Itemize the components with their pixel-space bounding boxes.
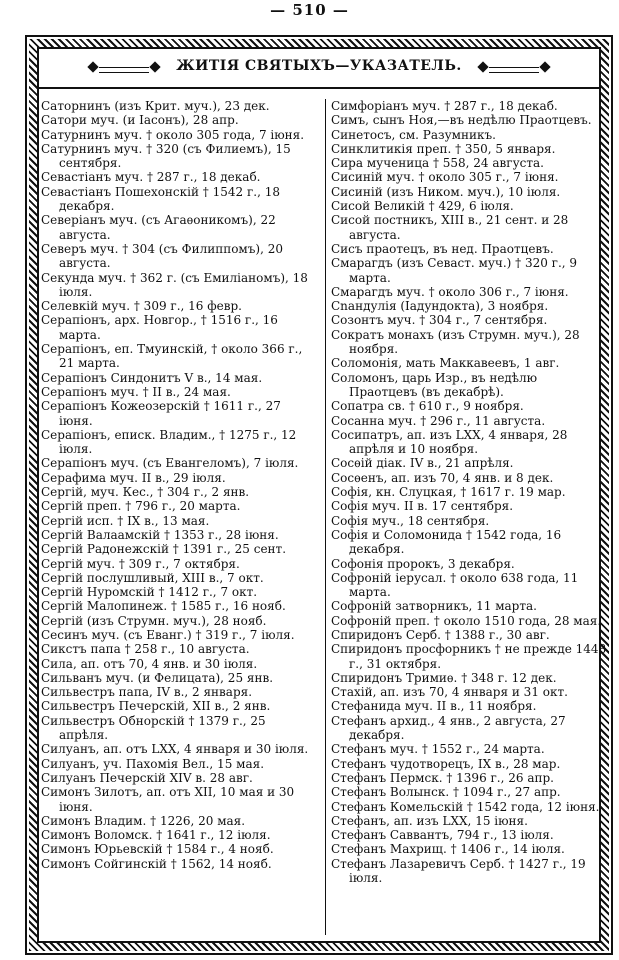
index-entry: Сисиній (изъ Ником. муч.), 10 іюля. — [331, 184, 561, 199]
column-divider — [325, 99, 326, 935]
header-bar — [39, 49, 599, 89]
index-entry: Спиридонъ Серб. † 1388 г., 30 авг. — [331, 627, 550, 642]
index-entry: Стефанида муч. II в., 11 ноября. — [331, 699, 537, 714]
index-entry: Сисой Великій † 429, 6 іюля. — [331, 199, 514, 214]
index-entry: Спиридонъ Тримиѳ. † 348 г. 12 дек. — [331, 670, 557, 685]
index-entry: Сильванъ муч. (и Фелицата), 25 янв. — [41, 670, 274, 685]
index-entry: Стефанъ, ап. изъ LXX, 15 іюня. — [331, 813, 528, 828]
index-entry: Сергій Нуромскій † 1412 г., 7 окт. — [41, 585, 258, 600]
index-entry: Серафима муч. II в., 29 іюля. — [41, 470, 226, 485]
index-entry: Стефанъ архид., 4 янв., 2 августа, 27 декабря. — [331, 713, 566, 743]
index-entry: Софія и Соломонида † 1542 года, 16 декабря. — [331, 527, 562, 557]
index-entry: Синетосъ, см. Разумникъ. — [331, 127, 496, 142]
index-entry: Стефанъ Саввантъ, 794 г., 13 іюля. — [331, 828, 554, 843]
index-entry: Сесинъ муч. (съ Еванг.) † 319 г., 7 іюля. — [41, 627, 295, 642]
index-entry: Сергій (изъ Струмн. муч.), 28 нояб. — [41, 613, 267, 628]
index-entry: Симонъ Воломск. † 1641 г., 12 іюля. — [41, 828, 271, 843]
index-entry: Спиридонъ просфорникъ † не прежде 1448 г., 31 октября. — [331, 642, 607, 671]
index-entry: Сильвестръ Обнорскій † 1379 г., 25 апрѣля. — [41, 713, 266, 743]
index-entry: Стефанъ чудотворецъ, IX в., 28 мар. — [331, 756, 561, 771]
index-entry: Соломонія, мать Маккавеевъ, 1 авг. — [331, 356, 560, 371]
index-entry: Севастіанъ Пошехонскій † 1542 г., 18 декабря. — [41, 184, 280, 214]
index-entry: Севастіанъ муч. † 287 г., 18 декаб. — [41, 170, 261, 185]
index-entry: Стефанъ Волынск. † 1094 г., 27 апр. — [331, 785, 561, 800]
index-entry: Софія муч., 18 сентября. — [331, 513, 490, 528]
index-entry: Серапіонъ, еписк. Владим., † 1275 г., 12 іюля. — [41, 427, 297, 457]
index-entry: Стахій, ап. изъ 70, 4 января и 31 окт. — [331, 685, 568, 700]
index-entry: Сисиній муч. † около 305 г., 7 іюня. — [331, 170, 559, 185]
index-entry: Стефанъ муч. † 1552 г., 24 марта. — [331, 742, 545, 757]
index-entry: Сергій преп. † 796 г., 20 марта. — [41, 499, 241, 514]
index-entry: Симонъ Сойгинскій † 1562, 14 нояб. — [41, 856, 272, 871]
index-entry: Симъ, сынъ Ноя,—въ недѣлю Праотцевъ. — [331, 113, 592, 128]
index-entry: Северъ муч. † 304 (съ Филиппомъ), 20 августа. — [41, 241, 283, 271]
index-entry: Софроній преп. † около 1510 года, 28 мая. — [331, 613, 602, 628]
index-entry: Симонъ Зилотъ, ап. отъ XII, 10 мая и 30 іюня. — [41, 785, 295, 814]
index-entry: Сосѳенъ, ап. изъ 70, 4 янв. и 8 дек. — [331, 470, 554, 485]
index-entry: Сосипатръ, ап. изъ LXX, 4 января, 28 апрѣля и 10 ноября. — [331, 427, 568, 457]
index-entry: Софонія пророкъ, 3 декабря. — [331, 556, 515, 571]
index-entry: Софроній іерусал. † около 638 года, 11 марта. — [331, 570, 579, 600]
page-title: ЖИТІЯ СВЯТЫХЪ—УКАЗАТЕЛЬ. — [176, 58, 462, 74]
right-flourish-ornament — [489, 67, 539, 73]
ornamental-frame — [25, 35, 613, 955]
left-column — [41, 99, 317, 871]
index-entry: Серапіонъ, арх. Новгор., † 1516 г., 16 марта. — [41, 313, 278, 342]
index-entry: Сатори муч. (и Іасонъ), 28 апр. — [41, 113, 239, 128]
index-entry: Силуанъ, ап. отъ LXX, 4 января и 30 іюля. — [41, 742, 309, 757]
index-entry: Сопатра св. † 610 г., 9 ноября. — [331, 399, 524, 414]
index-entry: Сергій послушливый, XIII в., 7 окт. — [41, 570, 264, 585]
index-entry: Созонтъ муч. † 304 г., 7 сентября. — [331, 313, 548, 328]
index-entry: Серапіонъ Синдонитъ V в., 14 мая. — [41, 370, 263, 385]
page-number: — 510 — — [270, 1, 349, 19]
index-entry: Сосѳій діак. IV в., 21 апрѣля. — [331, 456, 514, 471]
index-entry: Софія, кн. Слуцкая, † 1617 г. 19 мар. — [331, 485, 566, 500]
index-entry: Сосанна муч. † 296 г., 11 августа. — [331, 413, 546, 428]
index-entry: Сергій Малопинеж. † 1585 г., 16 нояб. — [41, 599, 286, 614]
index-entry: Симфоріанъ муч. † 287 г., 18 декаб. — [331, 99, 558, 113]
index-entry: Сергій исп. † IX в., 13 мая. — [41, 513, 210, 528]
index-entry: Сергій муч. † 309 г., 7 октября. — [41, 556, 240, 571]
index-entry: Сергій Валаамскій † 1353 г., 28 іюня. — [41, 527, 279, 542]
index-entry: Сократъ монахъ (изъ Струмн. муч.), 28 ноября. — [331, 327, 580, 357]
index-entry: Смарагдъ (изъ Севаст. муч.) † 320 г., 9 марта. — [331, 256, 578, 285]
index-entry: Сnандулія (Іадундокта), 3 ноября. — [331, 299, 549, 314]
index-entry: Сикстъ папа † 258 г., 10 августа. — [41, 642, 250, 657]
index-entry: Стефанъ Пермск. † 1396 г., 26 апр. — [331, 770, 554, 785]
index-entry: Соломонъ, царь Изр., въ недѣлю Праотцевъ (въ декабрѣ). — [331, 370, 538, 399]
index-entry: Сатурнинъ муч. † 320 (съ Филиемъ), 15 сентября. — [41, 141, 291, 171]
index-entry: Сергій, муч. Кес., † 304 г., 2 янв. — [41, 485, 250, 500]
index-entry: Секунда муч. † 362 г. (съ Емиліаномъ), 18 іюля. — [41, 270, 308, 299]
index-entry: Сатурнинъ муч. † около 305 года, 7 іюня. — [41, 127, 305, 142]
index-entry: Стефанъ Махрищ. † 1406 г., 14 іюля. — [331, 842, 565, 857]
index-entry: Сисъ праотецъ, въ нед. Праотцевъ. — [331, 241, 554, 256]
index-entry: Стефанъ Комельскій † 1542 года, 12 іюня. — [331, 799, 600, 814]
index-entry: Саторнинъ (изъ Крит. муч.), 23 дек. — [41, 99, 270, 113]
index-entry: Силуанъ, уч. Пахомія Вел., 15 мая. — [41, 756, 265, 771]
index-entry: Смарагдъ муч. † около 306 г., 7 іюня. — [331, 284, 569, 299]
index-entry: Сира мученица † 558, 24 августа. — [331, 156, 544, 171]
right-column — [331, 99, 607, 885]
index-entry: Софія муч. II в. 17 сентября. — [331, 499, 514, 514]
index-entry: Синклитикія преп. † 350, 5 января. — [331, 141, 556, 156]
index-entry: Софроній затворникъ, 11 марта. — [331, 599, 537, 614]
index-entry: Сила, ап. отъ 70, 4 янв. и 30 іюля. — [41, 656, 258, 671]
index-entry: Серапіонъ, еп. Тмуинскій, † около 366 г., 21 марта. — [41, 342, 303, 371]
index-entry: Серапіонъ Кожеозерскій † 1611 г., 27 іюня. — [41, 399, 281, 428]
index-entry: Силуанъ Печерскій XIV в. 28 авг. — [41, 770, 253, 785]
index-entry: Сисой постникъ, XIII в., 21 сент. и 28 августа. — [331, 213, 569, 242]
index-entry: Симонъ Владим. † 1226, 20 мая. — [41, 813, 246, 828]
index-entry: Сильвестръ Печерскій, XII в., 2 янв. — [41, 699, 271, 714]
index-entry: Сергій Радонежскій † 1391 г., 25 сент. — [41, 542, 287, 557]
index-entry: Стефанъ Лазаревичъ Серб. † 1427 г., 19 іюля. — [331, 856, 586, 886]
index-entry: Селевкій муч. † 309 г., 16 февр. — [41, 299, 242, 314]
index-entry: Симонъ Юрьевскій † 1584 г., 4 нояб. — [41, 842, 274, 857]
index-entry: Сильвестръ папа, IV в., 2 января. — [41, 685, 253, 700]
page-content-area — [37, 47, 607, 943]
index-entry: Серапіонъ муч. (съ Евангеломъ), 7 іюля. — [41, 456, 299, 471]
index-entry: Северіанъ муч. (съ Агаѳоникомъ), 22 августа. — [41, 213, 276, 242]
index-entry: Серапіонъ муч. † II в., 24 мая. — [41, 384, 231, 399]
